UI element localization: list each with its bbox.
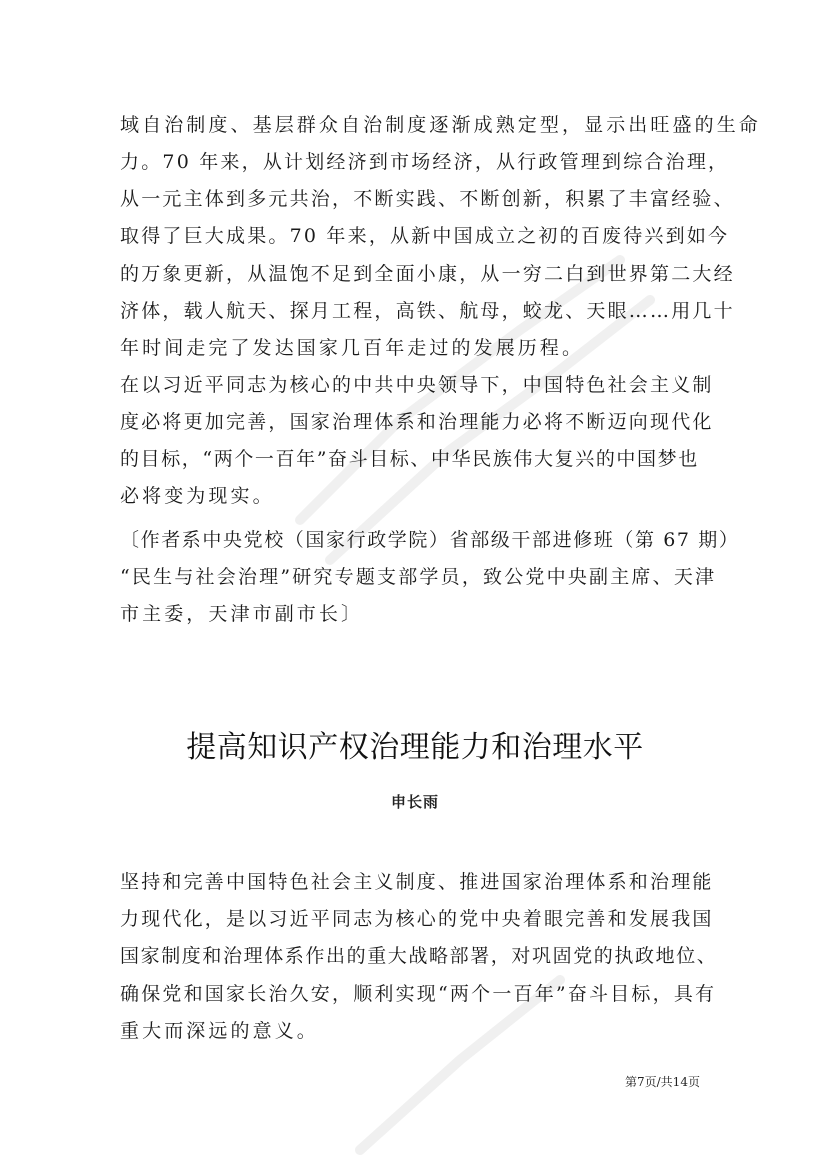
paragraph-3-line: 国家制度和治理体系作出的重大战略部署，对巩固党的执政地位、 <box>120 945 718 967</box>
paragraph-2-line: 度必将更加完善，国家治理体系和治理能力必将不断迈向现代化 <box>120 411 714 433</box>
paragraph-3-line: 坚持和完善中国特色社会主义制度、推进国家治理体系和治理能 <box>120 871 714 893</box>
paragraph-1-line: 的万象更新，从温饱不足到全面小康，从一穷二白到世界第二大经 <box>120 263 735 285</box>
paragraph-1-line: 年时间走完了发达国家几百年走过的发展历程。 <box>120 337 585 359</box>
paragraph-1-line: 取得了巨大成果。70 年来，从新中国成立之初的百废待兴到如今 <box>120 225 730 247</box>
article-author: 申长雨 <box>390 793 439 811</box>
paragraph-1-line: 力。70 年来，从计划经济到市场经济，从行政管理到综合治理， <box>120 151 730 173</box>
paragraph-2-line: 在以习近平同志为核心的中共中央领导下，中国特色社会主义制 <box>120 374 714 396</box>
paragraph-1-line: 域自治制度、基层群众自治制度逐渐成熟定型，显示出旺盛的生命 <box>120 114 761 136</box>
paragraph-3-line: 确保党和国家长治久安，顺利实现“两个一百年”奋斗目标，具有 <box>120 983 717 1005</box>
paragraph-1-line: 从一元主体到多元共治，不断实践、不断创新，积累了丰富经验、 <box>120 188 735 210</box>
page-number: 第7页/共14页 <box>625 1075 700 1089</box>
paragraph-1-line: 济体，载人航天、探月工程，高铁、航母，蛟龙、天眼……用几十 <box>120 300 735 322</box>
paragraph-3-line: 重大而深远的意义。 <box>120 1020 319 1042</box>
author-note-line: 市主委，天津市副市长〕 <box>120 603 364 625</box>
paragraph-2-line: 的目标，“两个一百年”奋斗目标、中华民族伟大复兴的中国梦也 <box>120 448 699 470</box>
author-note-line: “民生与社会治理”研究专题支部学员，致公党中央副主席、天津 <box>120 566 717 588</box>
paragraph-3-line: 力现代化，是以习近平同志为核心的党中央着眼完善和发展我国 <box>120 908 714 930</box>
article-title: 提高知识产权治理能力和治理水平 <box>186 730 644 765</box>
author-note-line: 〔作者系中央党校（国家行政学院）省部级干部进修班（第 67 期） <box>120 529 740 551</box>
paragraph-2-line: 必将变为现实。 <box>120 485 275 507</box>
